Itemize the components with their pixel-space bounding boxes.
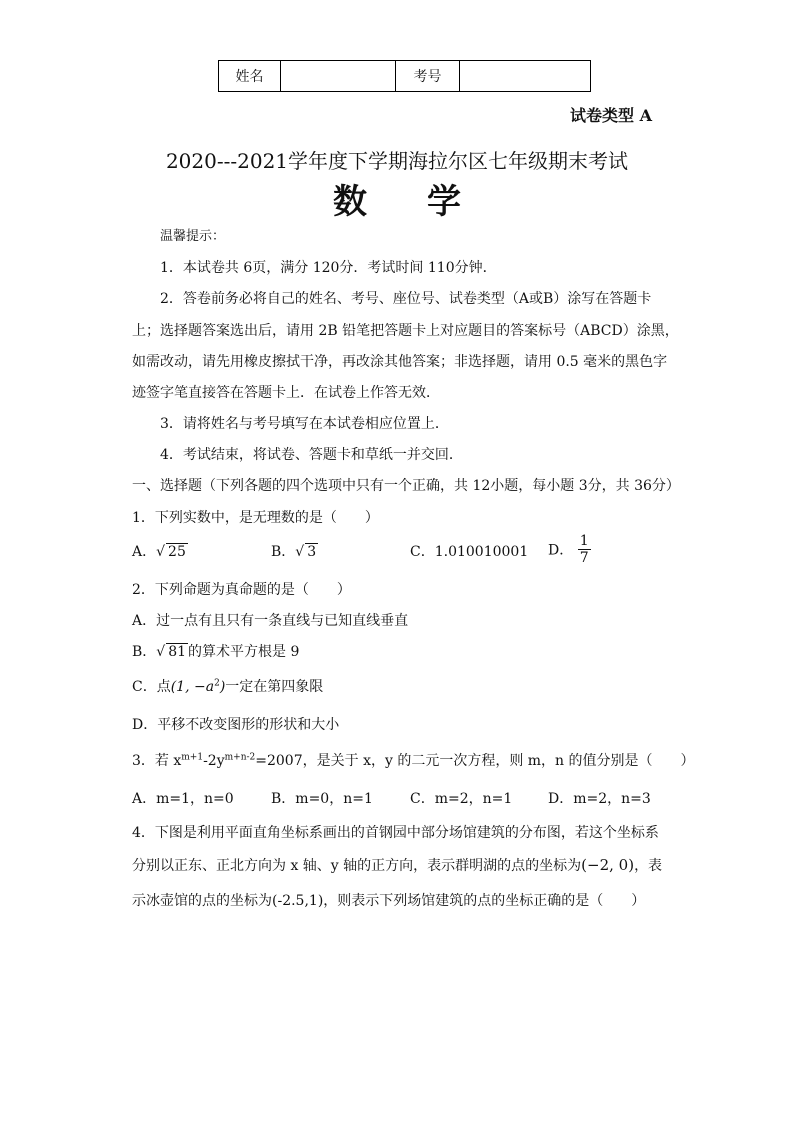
q1-option-d: D． $\frac{1}{7}$ [548,533,589,566]
exam-title: 2020---2021学年度下学期海拉尔区七年级期末考试 [165,149,629,173]
note-3: 3．请将姓名与考号填写在本试卷相应位置上． [160,416,449,432]
q2-option-c: C．点(1, $-a^2$)一定在第四象限 [132,678,324,695]
q3-option-d: D．m=2，n=3 [548,791,651,807]
subject-title: 数学 [333,182,521,222]
note-2-line-4: 迹签字笔直接答在答题卡上．在试卷上作答无效． [132,385,440,401]
note-1: 1．本试卷共 6页，满分 120分．考试时间 110分钟． [160,260,497,276]
q1-option-b: B．√ 3 [271,544,317,560]
q4-line-3: 示冰壶馆的点的坐标为(-2.5,1)，则表示下列场馆建筑的点的坐标正确的是（ ） [132,893,646,909]
note-2-line-3: 如需改动，请先用橡皮擦拭干净，再改涂其他答案；非选择题，请用 0.5 毫米的黑色字 [132,354,668,370]
q4-line-1: 4．下图是利用平面直角坐标系画出的首钢园中部分场馆建筑的分布图，若这个坐标系 [132,825,659,841]
name-label: 姓名 [219,61,281,92]
name-field[interactable] [281,61,396,92]
q2-option-a: A．过一点有且只有一条直线与已知直线垂直 [132,613,409,629]
q2-option-d: D．平移不改变图形的形状和大小 [132,717,340,733]
exam-id-field[interactable] [460,61,591,92]
q3-stem: 3．若 $x^{m+1}-2y^{m+n-2}=2007$，是关于 x，y 的二元一次方程，则 m，n 的值分别是（ ） [132,752,695,769]
note-2-line-1: 2．答卷前务必将自己的姓名、考号、座位号、试卷类型（A或B）涂写在答题卡 [160,291,652,307]
q3-option-c: C．m=2，n=1 [410,791,513,807]
q2-stem: 2．下列命题为真命题的是（ ） [132,582,351,598]
q3-option-b: B．m=0，n=1 [271,791,373,807]
notes-heading: 温馨提示： [160,229,226,244]
q1-option-c: C．1.010010001 [410,544,529,560]
q1-stem: 1．下列实数中，是无理数的是（ ） [132,510,379,526]
student-info-table [218,60,591,92]
q4-line-2: 分别以正东、正北方向为 x 轴、y 轴的正方向，表示群明湖的点的坐标为(−2, 0)，表 [132,856,663,874]
note-2-line-2: 上；选择题答案选出后，请用 2B 铅笔把答题卡上对应题目的答案标号（ABCD）涂黑， [132,323,679,339]
section-1-heading: 一、选择题（下列各题的四个选项中只有一个正确，共 12小题，每小题 3分，共 36分） [132,478,680,494]
fraction-one-seventh: $\frac{1}{7}$ [579,533,589,566]
paper-type: 试卷类型 A [570,106,652,125]
q2-option-b: B．√ 81 的算术平方根是 9 [132,644,300,660]
q1-option-a: A．√ 25 [132,544,186,560]
q3-option-a: A．m=1，n=0 [132,791,234,807]
exam-id-label: 考号 [396,61,460,92]
note-4: 4．考试结束，将试卷、答题卡和草纸一并交回． [160,447,463,463]
